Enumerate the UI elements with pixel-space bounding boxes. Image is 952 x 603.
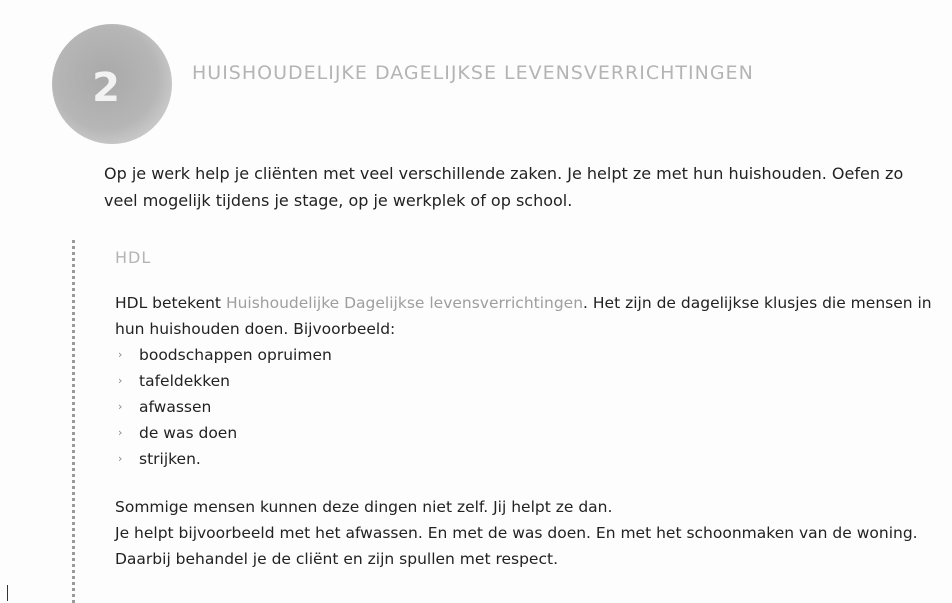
examples-list: [115, 342, 935, 472]
definition-paragraph: [115, 290, 935, 342]
section-heading: HDL: [115, 248, 152, 267]
chapter-number-disc: [52, 24, 172, 144]
list-item: › tafeldekken: [115, 368, 935, 394]
bullet-icon: ›: [118, 348, 123, 361]
chapter-number: 2: [92, 65, 120, 111]
list-item: › de was doen: [115, 420, 935, 446]
hdl-section: [72, 240, 945, 603]
closing-line-2: Je helpt bijvoorbeeld met het afwassen. En met de was doen. En met het schoonmaken van de woning.: [115, 524, 918, 542]
section-body: [115, 290, 935, 572]
definition-term: Huishoudelijke Dagelijkse levensverrichtingen: [225, 294, 584, 312]
definition-prefix: HDL betekent: [115, 294, 226, 312]
bullet-icon: ›: [118, 374, 123, 387]
list-item: › strijken.: [115, 446, 935, 472]
bullet-icon: ›: [118, 426, 123, 439]
list-item: › boodschappen opruimen: [115, 342, 935, 368]
intro-paragraph: Op je werk help je cliënten met veel verschillende zaken. Je helpt ze met hun huishouden. Oefen zo veel mogelijk tijdens je stage, op je werkplek of op school.: [104, 164, 904, 210]
closing-line-1: Sommige mensen kunnen deze dingen niet zelf. Jij helpt ze dan.: [115, 498, 613, 516]
text-cursor: [7, 585, 8, 601]
chapter-title: HUISHOUDELIJKE DAGELIJKSE LEVENSVERRICHTINGEN: [192, 62, 754, 84]
closing-line-3: Daarbij behandel je de cliënt en zijn spullen met respect.: [115, 550, 558, 568]
definition-suffix: . Het zijn de dagelijkse klusjes die mensen in hun huishouden doen. Bijvoorbeeld:: [115, 294, 932, 338]
bullet-icon: ›: [118, 400, 123, 413]
bullet-icon: ›: [118, 452, 123, 465]
list-item: › afwassen: [115, 394, 935, 420]
